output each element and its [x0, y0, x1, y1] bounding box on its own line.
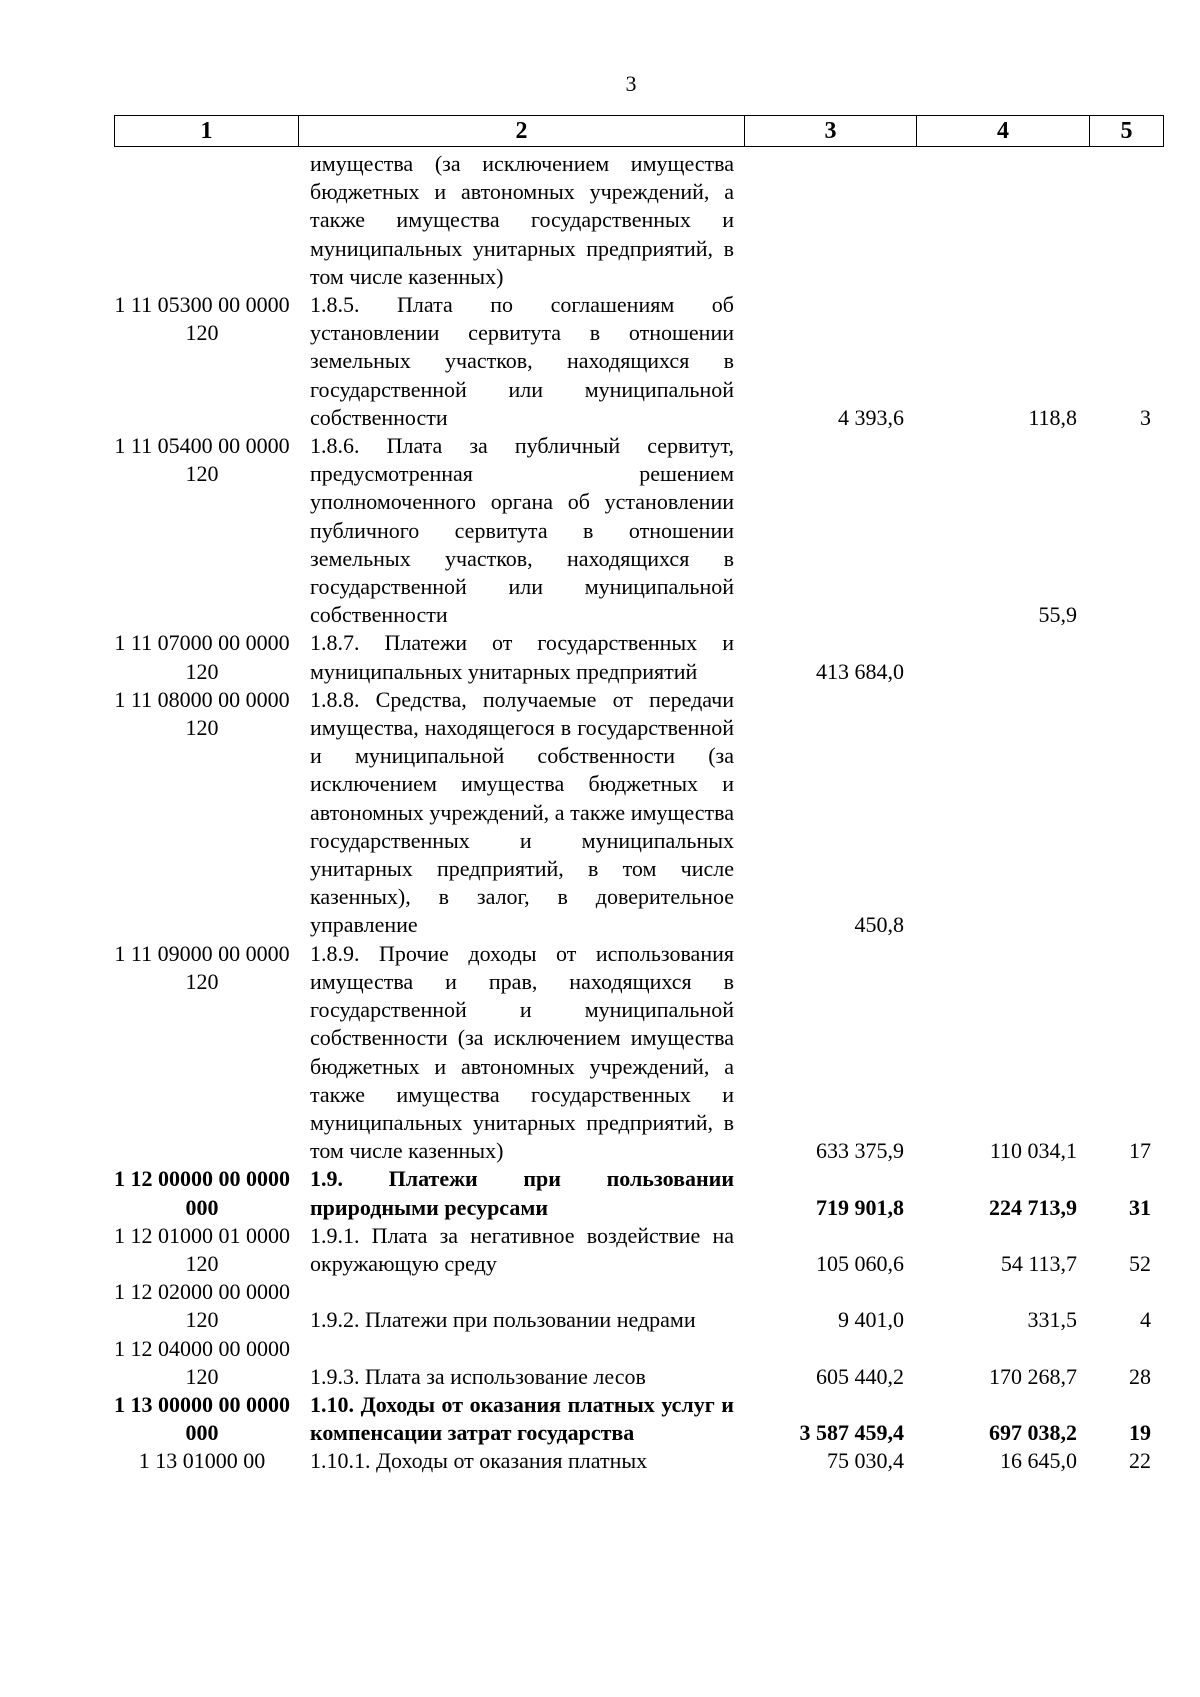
table-row	[114, 629, 1163, 685]
row-col4	[916, 150, 1089, 291]
row-code: 1 11 05300 00 0000 120	[114, 292, 290, 346]
row-code	[114, 150, 298, 291]
row-col5	[1089, 686, 1163, 940]
table-row	[114, 291, 1163, 432]
table-row	[114, 1278, 1163, 1334]
row-name: 1.8.8. Средства, получаемые от передачи имущества, находящегося в государственной и муниципальной собственности (за исключением имущества бюджетных и автономных учреждений, а также имущества государственных и муниципальных унитарных предприятий, в том числе казенных), в залог, в доверительное управление	[310, 686, 734, 938]
row-name: 1.10. Доходы от оказания платных услуг и компенсации затрат государства	[310, 1391, 734, 1446]
row-code: 1 13 01000 00	[138, 1448, 266, 1474]
table-row	[114, 1165, 1163, 1221]
row-col3: 4 393,6	[838, 404, 904, 430]
page-number: 3	[625, 71, 637, 96]
row-code: 1 11 05400 00 0000 120	[114, 433, 290, 487]
row-code: 1 12 00000 00 0000 000	[114, 1166, 290, 1220]
row-col4: 54 113,7	[1000, 1250, 1077, 1276]
row-name: 1.8.9. Прочие доходы от использования имущества и прав, находящихся в государственной и муниципальной собственности (за исключением имущества бюджетных и автономных учреждений, а также имущества государственных и муниципальных унитарных предприятий, в том числе казенных)	[310, 940, 734, 1164]
row-name: 1.9.1. Плата за негативное воздействие на окружающую среду	[310, 1222, 734, 1276]
header-col-4: 4	[917, 116, 1090, 147]
row-code: 1 12 04000 00 0000 120	[114, 1335, 290, 1389]
table-row	[114, 150, 1163, 291]
row-name: 1.9. Платежи при пользовании природными ресурсами	[310, 1166, 734, 1220]
table-row	[114, 432, 1163, 629]
row-col4: 170 268,7	[989, 1363, 1077, 1389]
row-col3: 605 440,2	[816, 1363, 904, 1389]
table-row	[114, 686, 1163, 940]
row-name: 1.10.1. Доходы от оказания платных	[310, 1448, 648, 1474]
row-col3	[744, 150, 916, 291]
row-col5: 17	[1129, 1138, 1151, 1164]
row-col4	[916, 686, 1089, 940]
row-code: 1 13 00000 00 0000 000	[114, 1391, 290, 1446]
row-col3: 719 901,8	[816, 1194, 904, 1220]
budget-table	[114, 150, 1163, 1476]
row-col4: 118,8	[1028, 404, 1077, 430]
table-row	[114, 1391, 1163, 1447]
header-row	[115, 116, 1164, 147]
row-col5: 28	[1129, 1363, 1151, 1389]
table-row	[114, 1447, 1163, 1475]
table-row	[114, 1222, 1163, 1278]
row-col4: 16 645,0	[1000, 1448, 1077, 1474]
row-col5: 31	[1129, 1194, 1151, 1220]
row-col4	[916, 629, 1089, 685]
row-col5: 4	[1140, 1307, 1151, 1333]
header-col-2: 2	[299, 116, 745, 147]
row-code: 1 12 02000 00 0000 120	[114, 1279, 290, 1333]
header-col-3: 3	[745, 116, 917, 147]
row-name: 1.9.2. Платежи при пользовании недрами	[310, 1307, 696, 1333]
row-col3: 3 587 459,4	[799, 1420, 904, 1446]
row-name: 1.9.3. Плата за использование лесов	[310, 1363, 646, 1389]
row-col3: 75 030,4	[827, 1448, 904, 1474]
row-code: 1 12 01000 01 0000 120	[114, 1222, 290, 1276]
row-code: 1 11 08000 00 0000 120	[114, 686, 290, 741]
row-col5	[1089, 629, 1163, 685]
row-col5: 52	[1129, 1250, 1151, 1276]
table-row	[114, 940, 1163, 1166]
row-name: имущества (за исключением имущества бюджетных и автономных учреждений, а также имущества государственных и муниципальных унитарных предприятий, в том числе казенных)	[310, 151, 734, 289]
row-col3	[744, 432, 916, 629]
row-code: 1 11 07000 00 0000 120	[114, 630, 290, 684]
row-col3: 450,8	[854, 912, 904, 938]
header-col-1: 1	[115, 116, 299, 147]
row-col5: 19	[1129, 1420, 1151, 1446]
row-col3: 633 375,9	[816, 1138, 904, 1164]
row-name: 1.8.7. Платежи от государственных и муниципальных унитарных предприятий	[310, 630, 734, 684]
row-col5: 3	[1140, 404, 1151, 430]
table-header	[114, 115, 1164, 147]
row-col4: 331,5	[1027, 1307, 1077, 1333]
row-col4: 55,9	[1038, 602, 1077, 628]
row-col5: 22	[1129, 1448, 1151, 1474]
row-col3: 105 060,6	[816, 1250, 904, 1276]
row-name: 1.8.5. Плата по соглашениям об установлении сервитута в отношении земельных участков, находящихся в государственной или муниципальной собственности	[310, 292, 734, 430]
row-col3: 9 401,0	[838, 1307, 904, 1333]
row-col4: 110 034,1	[989, 1138, 1077, 1164]
table-row	[114, 1335, 1163, 1391]
row-col5	[1089, 150, 1163, 291]
row-col4: 224 713,9	[989, 1194, 1077, 1220]
row-col3: 413 684,0	[816, 658, 904, 684]
header-col-5: 5	[1090, 116, 1164, 147]
row-col5	[1089, 432, 1163, 629]
row-col4: 697 038,2	[989, 1420, 1077, 1446]
row-code: 1 11 09000 00 0000 120	[114, 940, 290, 994]
row-name: 1.8.6. Плата за публичный сервитут, предусмотренная решением уполномоченного органа об установлении публичного сервитута в отношении земельных участков, находящихся в государственной или муниципальной собственности	[310, 433, 734, 628]
